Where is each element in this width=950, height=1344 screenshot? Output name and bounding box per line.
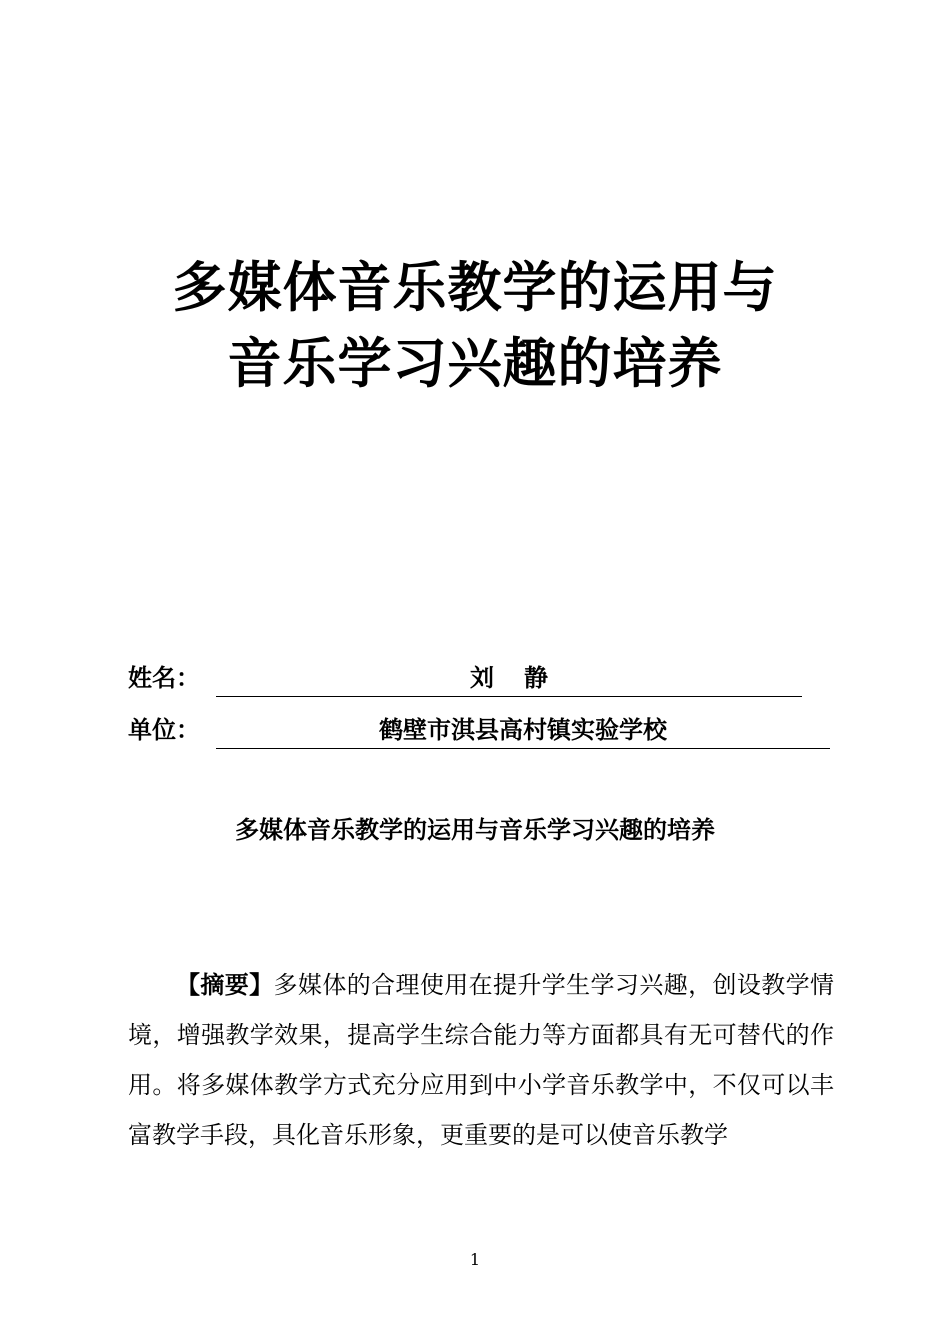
unit-value: 鹤壁市淇县高村镇实验学校: [379, 716, 667, 744]
abstract-text: 多媒体的合理使用在提升学生学习兴趣，创设教学情境，增强教学效果，提高学生综合能力等方面都具有无可替代的作用。将多媒体教学方式充分应用到中小学音乐教学中，不仅可以丰富教学手段，具化音乐形象，更重要的是可以使音乐教学: [128, 971, 835, 1149]
page-number: 1: [469, 1250, 481, 1269]
abstract-label: 【摘要】: [176, 971, 274, 999]
name-value: 刘静: [470, 664, 578, 692]
title-line-2: 音乐学习兴趣的培养: [227, 332, 723, 395]
name-label: 姓名：: [128, 664, 200, 692]
document-title: [0, 250, 950, 402]
unit-field-row: [128, 710, 838, 750]
unit-underline: [216, 710, 830, 749]
name-underline: [216, 658, 802, 697]
abstract-paragraph: [128, 960, 834, 1160]
name-field-row: [128, 658, 808, 698]
section-heading: 多媒体音乐教学的运用与音乐学习兴趣的培养: [235, 816, 715, 844]
title-line-1: 多媒体音乐教学的运用与: [172, 256, 778, 319]
unit-label: 单位：: [128, 716, 200, 744]
